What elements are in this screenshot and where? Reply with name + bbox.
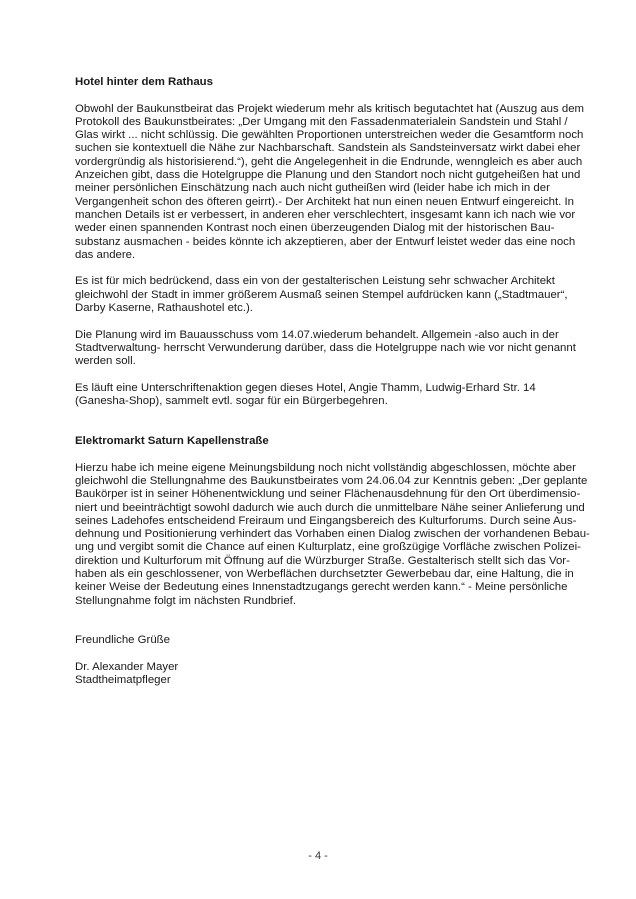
paragraph: [75, 461, 590, 608]
section-elektromarkt: [75, 435, 590, 608]
section-heading: Elektromarkt Saturn Kapellenstraße: [75, 435, 269, 448]
section-hotel: [75, 76, 585, 408]
text-line: seines Ladehofes entscheidend Freiraum und Eingangsbereich des Kulturforums. Durch seine Aus-: [75, 514, 577, 527]
paragraph: [75, 328, 576, 369]
text-line: Stadtverwaltung- herrscht Verwunderung darüber, dass die Hotelgruppe nach wie vor nicht genannt: [75, 341, 576, 354]
text-line: dehnung und Positionierung verhindert das Vorhaben einen Dialog zwischen der vorhandenen Bebau-: [75, 528, 590, 541]
text-line: Baukörper ist in seiner Höhenentwicklung und seiner Flächenausdehnung für den Ort überdimensio-: [75, 488, 581, 501]
text-line: substanz ausmachen - beides könnte ich akzeptieren, aber der Entwurf leistet weder das eine noch: [75, 235, 576, 248]
text-line: gleichwohl die Stellungnahme des Baukunstbeirates vom 24.06.04 zur Kenntnis geben: „Der geplante: [75, 474, 588, 487]
document-page: [75, 76, 590, 688]
text-line: meiner persönlichen Einschätzung nach auch nicht gutheißen wird (leider habe ich mich in der: [75, 182, 550, 195]
text-line: niert und beeinträchtigt sowohl dadurch wie auch durch die unmittelbare Nähe seiner Anlieferung und: [75, 501, 585, 514]
text-line: ung und vergibt somit die Chance auf einen Kulturplatz, eine großzügige Vorfläche zwischen Polizei-: [75, 541, 581, 554]
section-heading: Hotel hinter dem Rathaus: [75, 76, 213, 88]
text-line: weder einen spannenden Kontrast noch einen überzeugenden Dialog mit der historischen Bau-: [75, 222, 555, 235]
text-line: Vergangenheit schon des öfteren geirrt).- Der Architekt hat nun einen neuen Entwurf eingereicht. In: [75, 195, 574, 208]
text-line: keiner Weise der Bedeutung eines Innenstadtzugangs gerecht werden kann.“ - Meine persönliche: [75, 581, 568, 594]
text-line: Glas wirkt ... nicht schlüssig. Die gewählten Proportionen unterstreichen weder die Gesamtform noch: [75, 129, 584, 142]
text-line: gleichwohl der Stadt in immer größerem Ausmaß seinen Stempel aufdrücken kann („Stadtmauer“,: [75, 288, 568, 301]
text-line: Protokoll des Baukunstbeirates: „Der Umgang mit den Fassadenmaterialein Sandstein und Stahl /: [75, 115, 568, 128]
text-line: vordergründig als historisierend.“), geht die Angelegenheit in die Endrunde, wenngleich es aber auch: [75, 155, 583, 168]
text-line: manchen Details ist er verbessert, in anderen eher verschlechtert, insgesamt kann ich nach wie vor: [75, 208, 576, 221]
text-line: Anzeichen gibt, dass die Hotelgruppe die Planung und den Standort noch nicht gutgeheißen hat und: [75, 169, 581, 182]
paragraph: [75, 275, 568, 315]
text-line: direktion und Kulturforum mit Öffnung auf die Würzburger Straße. Gestalterisch stellt sich das Vor-: [75, 554, 570, 567]
text-line: haben als ein geschlossener, von Werbeflächen durchsetzter Gewerbebau dar, eine Haltung, die in: [75, 567, 574, 580]
closing: Freundliche Grüße: [75, 634, 170, 647]
signature-title: Stadtheimatpfleger: [75, 674, 171, 687]
text-line: Stellungnahme folgt im nächsten Rundbrief.: [75, 594, 296, 607]
text-line: Es läuft eine Unterschriftenaktion gegen dieses Hotel, Angie Thamm, Ludwig-Erhard Str. 14: [75, 381, 536, 394]
signature-block: [75, 661, 565, 688]
text-line: werden soll.: [75, 355, 136, 368]
text-line: das andere.: [75, 248, 136, 261]
page-number: - 4 -: [308, 850, 328, 862]
text-line: Darby Kaserne, Rathaushotel etc.).: [75, 302, 253, 315]
text-line: (Ganesha-Shop), sammelt evtl. sogar für ein Bürgerbegehren.: [75, 395, 388, 408]
paragraph: [75, 102, 585, 263]
text-line: Es ist für mich bedrückend, dass ein von der gestalterischen Leistung sehr schwacher Architekt: [75, 275, 555, 288]
text-line: Obwohl der Baukunstbeirat das Projekt wiederum mehr als kritisch begutachtet hat (Auszug aus dem: [75, 102, 585, 115]
paragraph: [75, 382, 565, 409]
text-line: suchen sie kontextuell die Nähe zur Nachbarschaft. Sandstein als Sandsteinversatz wirkt dabei eher: [75, 142, 581, 155]
text-line: Die Planung wird im Bauausschuss vom 14.07.wiederum behandelt. Allgemein -also auch in der: [75, 328, 559, 341]
text-line: Hierzu habe ich meine eigene Meinungsbildung noch nicht vollständig abgeschlossen, möchte aber: [75, 461, 576, 474]
signature-name: Dr. Alexander Mayer: [75, 661, 179, 674]
